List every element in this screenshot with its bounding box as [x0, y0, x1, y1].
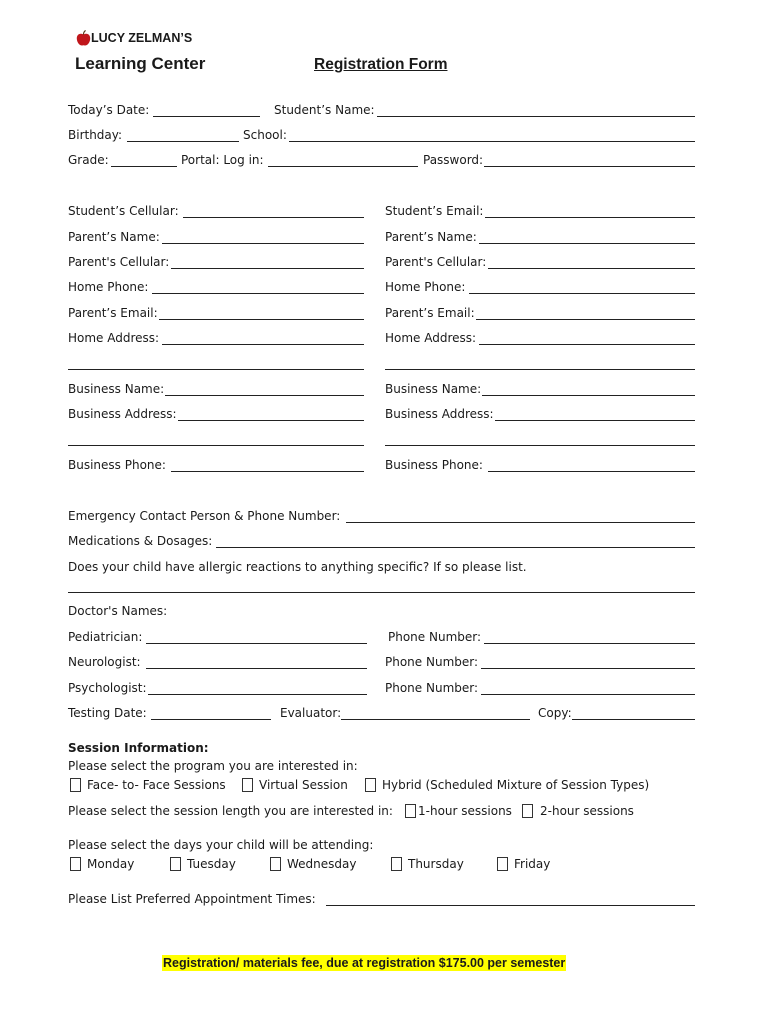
- birthday-field[interactable]: [127, 141, 239, 142]
- business-address-label-right: Business Address:: [385, 407, 494, 421]
- hybrid-label: Hybrid (Scheduled Mixture of Session Types): [382, 778, 650, 792]
- grade-label: Grade:: [68, 153, 109, 167]
- brand-top-line: LUCY ZELMAN’S: [91, 31, 193, 45]
- apple-logo-icon: [76, 30, 91, 47]
- parent-email-field-left[interactable]: [159, 319, 364, 320]
- business-phone-label-left: Business Phone:: [68, 458, 166, 472]
- fee-notice: Registration/ materials fee, due at registration $175.00 per semester: [163, 956, 566, 970]
- one-hour-checkbox[interactable]: [405, 804, 416, 818]
- business-address-label-left: Business Address:: [68, 407, 177, 421]
- student-cellular-label: Student’s Cellular:: [68, 204, 179, 218]
- home-address-label-left: Home Address:: [68, 331, 160, 345]
- pediatrician-field[interactable]: [146, 643, 367, 644]
- student-email-label: Student’s Email:: [385, 204, 484, 218]
- pediatrician-phone-field[interactable]: [484, 643, 695, 644]
- business-phone-label-right: Business Phone:: [385, 458, 483, 472]
- parent-cellular-label-left: Parent's Cellular:: [68, 255, 170, 269]
- thursday-checkbox[interactable]: [391, 857, 402, 871]
- friday-label: Friday: [514, 857, 551, 871]
- student-name-label: Student’s Name:: [274, 103, 375, 117]
- password-field[interactable]: [484, 166, 695, 167]
- student-cellular-field[interactable]: [183, 217, 364, 218]
- grade-field[interactable]: [111, 166, 177, 167]
- form-title: Registration Form: [314, 56, 448, 73]
- parent-email-label-right: Parent’s Email:: [385, 306, 475, 320]
- allergies-field[interactable]: [68, 592, 695, 593]
- student-email-field[interactable]: [485, 217, 695, 218]
- testing-date-field[interactable]: [151, 719, 271, 720]
- evaluator-field[interactable]: [341, 719, 530, 720]
- medications-label: Medications & Dosages:: [68, 534, 213, 548]
- psychologist-phone-label: Phone Number:: [385, 681, 479, 695]
- length-prompt: Please select the session length you are interested in:: [68, 804, 393, 818]
- home-phone-label-left: Home Phone:: [68, 280, 149, 294]
- todays-date-label: Today’s Date:: [68, 103, 150, 117]
- neurologist-label: Neurologist:: [68, 655, 141, 669]
- face-to-face-label: Face- to- Face Sessions: [87, 778, 226, 792]
- monday-checkbox[interactable]: [70, 857, 81, 871]
- home-phone-field-right[interactable]: [469, 293, 695, 294]
- wednesday-checkbox[interactable]: [270, 857, 281, 871]
- two-hour-label: 2-hour sessions: [540, 804, 634, 818]
- business-address-field-left-line2[interactable]: [68, 445, 364, 446]
- portal-login-label: Portal: Log in:: [181, 153, 264, 167]
- tuesday-checkbox[interactable]: [170, 857, 181, 871]
- tuesday-label: Tuesday: [187, 857, 236, 871]
- password-label: Password:: [423, 153, 484, 167]
- neurologist-field[interactable]: [146, 668, 367, 669]
- portal-login-field[interactable]: [268, 166, 418, 167]
- student-name-field[interactable]: [377, 116, 695, 117]
- business-name-label-left: Business Name:: [68, 382, 165, 396]
- copy-field[interactable]: [572, 719, 695, 720]
- home-phone-field-left[interactable]: [152, 293, 364, 294]
- school-field[interactable]: [289, 141, 695, 142]
- parent-email-label-left: Parent’s Email:: [68, 306, 158, 320]
- testing-date-label: Testing Date:: [68, 706, 147, 720]
- neurologist-phone-field[interactable]: [481, 668, 695, 669]
- parent-name-label-right: Parent’s Name:: [385, 230, 477, 244]
- todays-date-field[interactable]: [153, 116, 260, 117]
- preferred-times-label: Please List Preferred Appointment Times:: [68, 892, 316, 906]
- copy-label: Copy:: [538, 706, 572, 720]
- home-address-field-right-line2[interactable]: [385, 369, 695, 370]
- session-heading: Session Information:: [68, 741, 209, 755]
- home-address-field-left[interactable]: [162, 344, 364, 345]
- psychologist-label: Psychologist:: [68, 681, 147, 695]
- business-name-field-left[interactable]: [165, 395, 364, 396]
- home-phone-label-right: Home Phone:: [385, 280, 466, 294]
- business-phone-field-left[interactable]: [171, 471, 364, 472]
- business-address-field-right[interactable]: [495, 420, 695, 421]
- parent-email-field-right[interactable]: [476, 319, 695, 320]
- business-address-field-right-line2[interactable]: [385, 445, 695, 446]
- parent-name-field-left[interactable]: [162, 243, 364, 244]
- school-label: School:: [243, 128, 287, 142]
- parent-cellular-label-right: Parent's Cellular:: [385, 255, 487, 269]
- business-name-field-right[interactable]: [482, 395, 695, 396]
- home-address-field-left-line2[interactable]: [68, 369, 364, 370]
- business-address-field-left[interactable]: [178, 420, 364, 421]
- parent-name-field-right[interactable]: [479, 243, 695, 244]
- evaluator-label: Evaluator:: [280, 706, 342, 720]
- one-hour-label: 1-hour sessions: [418, 804, 512, 818]
- monday-label: Monday: [87, 857, 135, 871]
- two-hour-checkbox[interactable]: [522, 804, 533, 818]
- virtual-session-label: Virtual Session: [259, 778, 348, 792]
- parent-cellular-field-left[interactable]: [171, 268, 364, 269]
- virtual-session-checkbox[interactable]: [242, 778, 253, 792]
- thursday-label: Thursday: [408, 857, 464, 871]
- emergency-contact-label: Emergency Contact Person & Phone Number:: [68, 509, 341, 523]
- home-address-field-right[interactable]: [479, 344, 695, 345]
- medications-field[interactable]: [216, 547, 695, 548]
- pediatrician-label: Pediatrician:: [68, 630, 143, 644]
- psychologist-field[interactable]: [148, 694, 367, 695]
- parent-cellular-field-right[interactable]: [488, 268, 695, 269]
- psychologist-phone-field[interactable]: [481, 694, 695, 695]
- program-prompt: Please select the program you are interested in:: [68, 759, 358, 773]
- face-to-face-checkbox[interactable]: [70, 778, 81, 792]
- pediatrician-phone-label: Phone Number:: [388, 630, 482, 644]
- home-address-label-right: Home Address:: [385, 331, 477, 345]
- birthday-label: Birthday:: [68, 128, 123, 142]
- friday-checkbox[interactable]: [497, 857, 508, 871]
- days-prompt: Please select the days your child will be attending:: [68, 838, 374, 852]
- allergies-question: Does your child have allergic reactions to anything specific? If so please list.: [68, 560, 527, 574]
- parent-name-label-left: Parent’s Name:: [68, 230, 160, 244]
- doctors-names-label: Doctor's Names:: [68, 604, 168, 618]
- neurologist-phone-label: Phone Number:: [385, 655, 479, 669]
- emergency-contact-field[interactable]: [346, 522, 695, 523]
- brand-learning-center: Learning Center: [75, 54, 206, 73]
- wednesday-label: Wednesday: [287, 857, 357, 871]
- business-name-label-right: Business Name:: [385, 382, 482, 396]
- hybrid-checkbox[interactable]: [365, 778, 376, 792]
- preferred-times-field[interactable]: [326, 905, 695, 906]
- business-phone-field-right[interactable]: [488, 471, 695, 472]
